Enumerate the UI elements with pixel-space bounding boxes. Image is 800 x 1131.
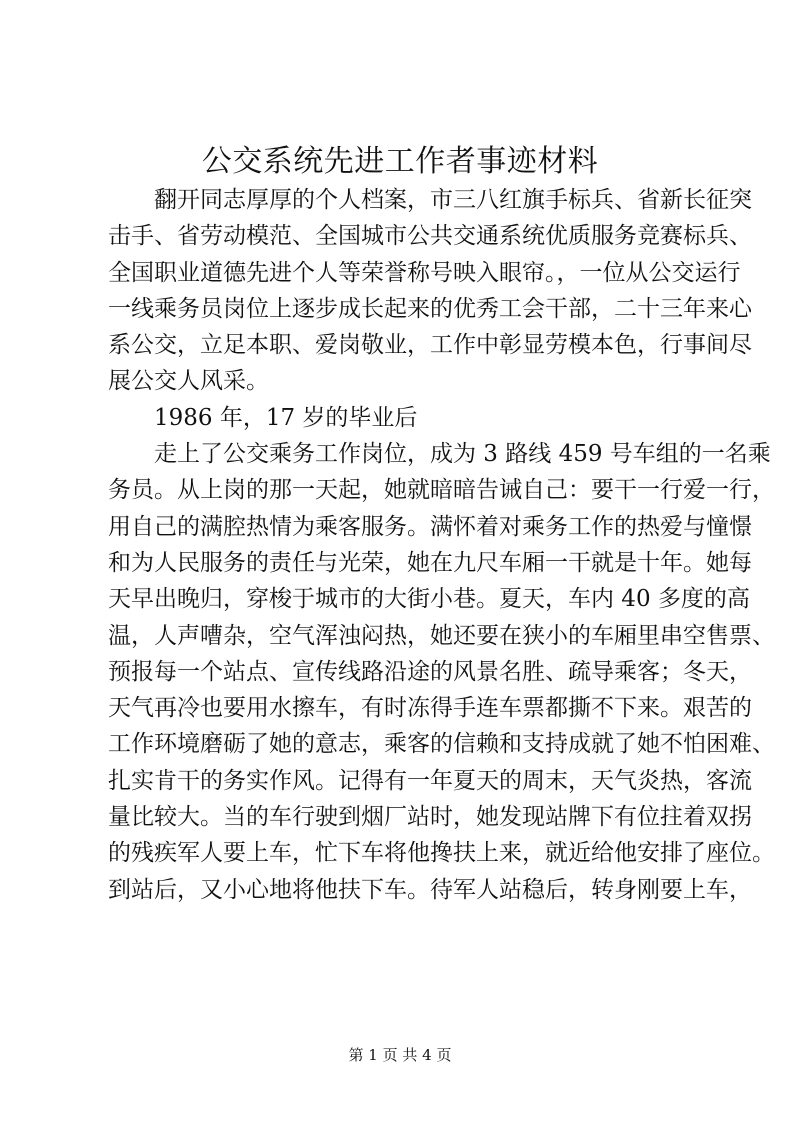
body-text-line: 温，人声嘈杂，空气浑浊闷热，她还要在狭小的车厢里串空售票、 [108, 622, 775, 649]
body-text-line: 一线乘务员岗位上逐步成长起来的优秀工会干部，二十三年来心 [108, 295, 752, 322]
body-text-line: 系公交，立足本职、爱岗敬业，工作中彰显劳模本色，行事间尽 [108, 332, 752, 359]
body-text-line: 1986 年，17 岁的毕业后 [154, 404, 418, 431]
page-footer: 第 1 页 共 4 页 [348, 1046, 452, 1064]
body-text-line: 务员。从上岗的那一天起，她就暗暗告诫自己：要干一行爱一行， [108, 477, 775, 504]
body-text-line: 的残疾军人要上车，忙下车将他搀扶上来，就近给他安排了座位。 [108, 840, 775, 867]
body-text-line: 展公交人风采。 [108, 368, 269, 395]
body-text-line: 和为人民服务的责任与光荣，她在九尺车厢一干就是十年。她每 [108, 549, 752, 576]
body-text-line: 扎实肯干的务实作风。记得有一年夏天的周末，天气炎热，客流 [108, 767, 752, 794]
body-text-line: 击手、省劳动模范、全国城市公共交通系统优质服务竞赛标兵、 [108, 223, 752, 250]
body-text-line: 全国职业道德先进个人等荣誉称号映入眼帘。，一位从公交运行 [108, 259, 741, 286]
body-text-line: 用自己的满腔热情为乘客服务。满怀着对乘务工作的热爱与憧憬 [108, 513, 752, 540]
body-text-line: 天早出晚归，穿梭于城市的大街小巷。夏天，车内 40 多度的高 [108, 586, 750, 613]
body-text-line: 预报每一个站点、宣传线路沿途的风景名胜、疏导乘客；冬天， [108, 658, 752, 685]
body-text-line: 量比较大。当的车行驶到烟厂站时，她发现站牌下有位拄着双拐 [108, 804, 752, 831]
document-title: 公交系统先进工作者事迹材料 [201, 144, 599, 179]
body-text-line: 走上了公交乘务工作岗位，成为 3 路线 459 号车组的一名乘 [154, 441, 771, 468]
body-text-line: 工作环境磨砺了她的意志，乘客的信赖和支持成就了她不怕困难、 [108, 731, 775, 758]
body-text-line: 天气再冷也要用水擦车，有时冻得手连车票都撕不下来。艰苦的 [108, 695, 752, 722]
document-body [108, 182, 775, 908]
body-text-line: 到站后，又小心地将他扶下车。待军人站稳后，转身刚要上车， [108, 876, 752, 903]
body-text-line: 翻开同志厚厚的个人档案，市三八红旗手标兵、省新长征突 [154, 187, 752, 213]
